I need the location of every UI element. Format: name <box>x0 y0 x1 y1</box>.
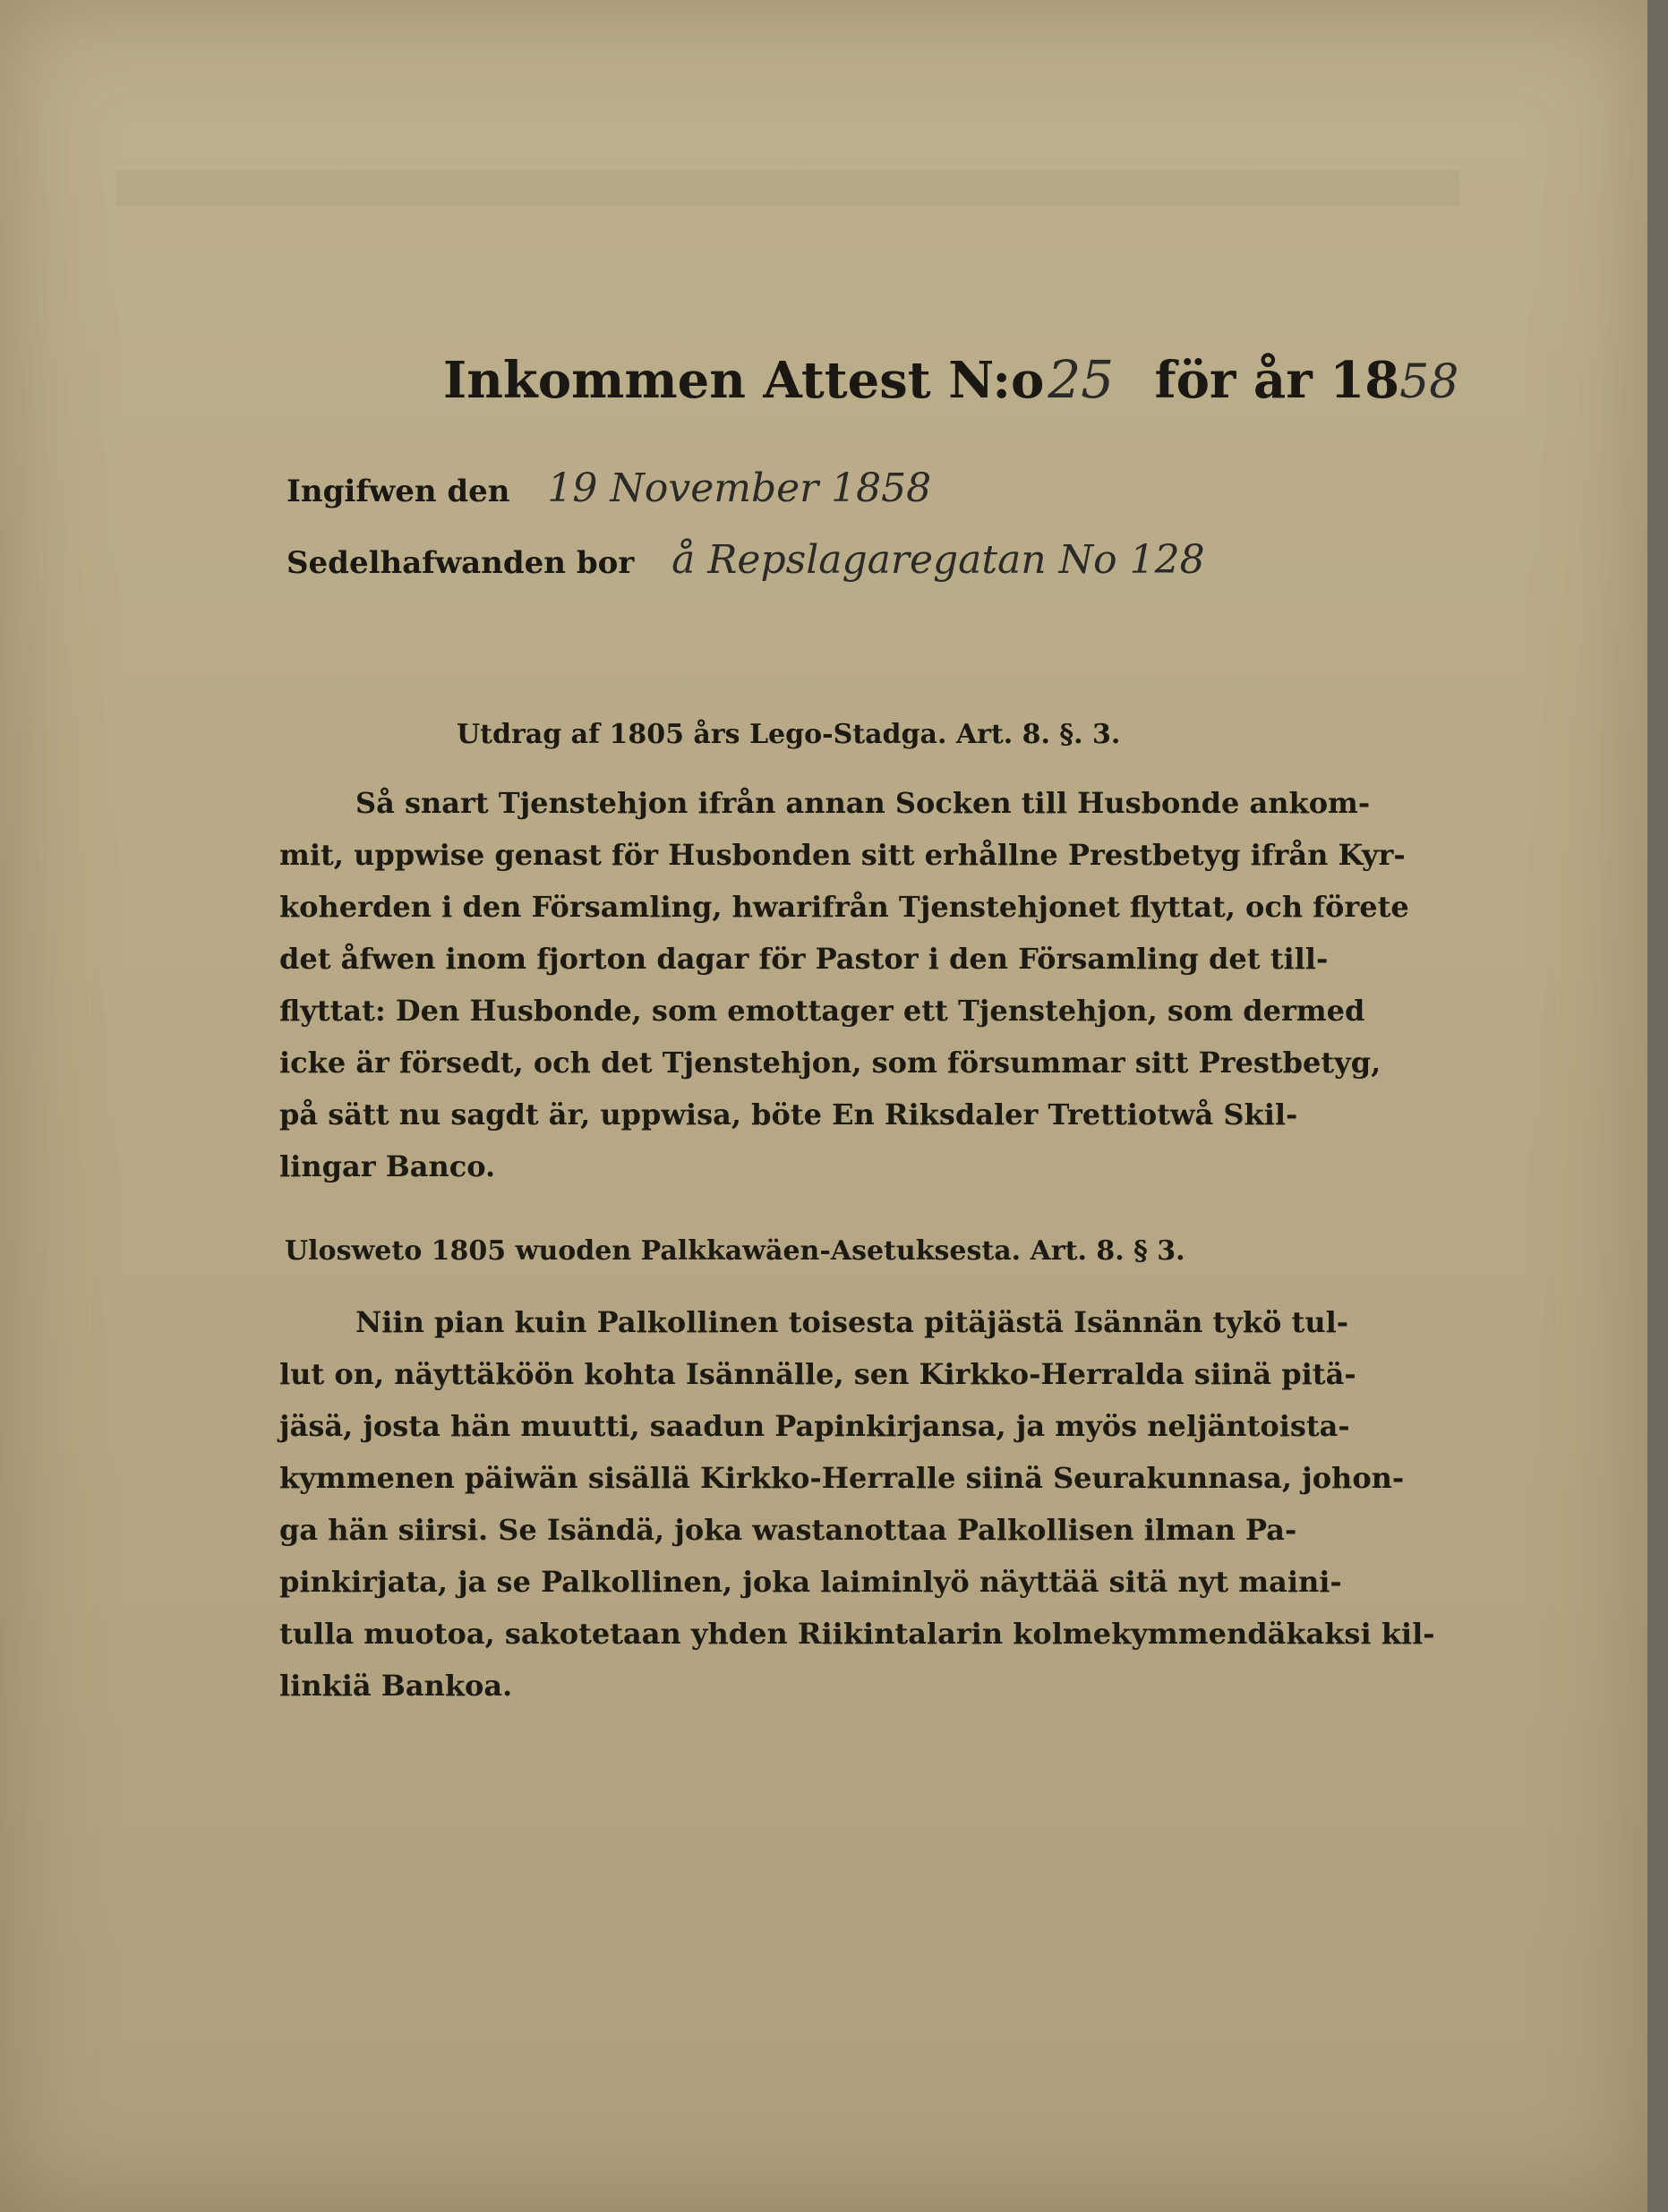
text-line: flyttat: Den Husbonde, som emottager ett Tjenstehjon, som dermed <box>279 994 1365 1028</box>
text-line: icke är försedt, och det Tjenstehjon, som försummar sitt Prestbetyg, <box>279 1046 1381 1080</box>
text-line: lingar Banco. <box>279 1149 496 1183</box>
title-label: Inkommen Attest N:o <box>443 351 1045 410</box>
finnish-section-text <box>279 1296 1435 1712</box>
text-line: tulla muotoa, sakotetaan yhden Riikintalarin kolmekymmendäkaksi kil- <box>279 1617 1435 1651</box>
text-line: mit, uppwise genast för Husbonden sitt erhållne Prestbetyg ifrån Kyr- <box>279 838 1406 872</box>
swedish-section-heading: Utdrag af 1805 års Lego-Stadga. Art. 8. §. 3. <box>457 719 1121 750</box>
ingiven-value: 19 November 1858 <box>547 465 932 511</box>
page-edge <box>1647 0 1668 2212</box>
text-line: pinkirjata, ja se Palkollinen, joka laiminlyö näyttää sitä nyt maini- <box>279 1565 1342 1599</box>
text-line: Så snart Tjenstehjon ifrån annan Socken till Husbonde ankom- <box>355 786 1371 820</box>
text-line: lut on, näyttäköön kohta Isännälle, sen Kirkko-Herralda siinä pitä- <box>279 1357 1356 1391</box>
finnish-section-heading: Ulosweto 1805 wuoden Palkkawäen-Asetuksesta. Art. 8. § 3. <box>285 1235 1185 1267</box>
ingiven-label: Ingifwen den <box>287 474 510 509</box>
text-line: koherden i den Församling, hwarifrån Tjenstehjonet flyttat, och förete <box>279 890 1409 924</box>
text-line: Niin pian kuin Palkollinen toisesta pitäjästä Isännän tykö tul- <box>355 1305 1349 1339</box>
certificate-number: 25 <box>1048 349 1115 410</box>
bor-label: Sedelhafwanden bor <box>287 545 635 581</box>
bor-row <box>287 537 1205 583</box>
text-line: jäsä, josta hän muutti, saadun Papinkirjansa, ja myös neljäntoista- <box>279 1409 1350 1443</box>
text-line: på sätt nu sagdt är, uppwisa, böte En Riksdaler Trettiotwå Skil- <box>279 1097 1298 1132</box>
text-line: kymmenen päiwän sisällä Kirkko-Herralle siinä Seurakunnasa, johon- <box>279 1461 1405 1495</box>
certificate-title <box>443 349 1458 410</box>
title-year-label: för år 18 <box>1154 351 1400 410</box>
title-year-suffix: 58 <box>1399 355 1459 409</box>
bleed-through-shadow <box>116 170 1459 206</box>
text-line: linkiä Bankoa. <box>279 1669 513 1703</box>
text-line: det åfwen inom fjorton dagar för Pastor i den Församling det till- <box>279 942 1329 976</box>
bor-value: å Repslagaregatan No 128 <box>671 537 1205 583</box>
text-line: ga hän siirsi. Se Isändä, joka wastanottaa Palkollisen ilman Pa- <box>279 1513 1297 1547</box>
ingiven-row <box>287 465 931 511</box>
swedish-section-text <box>279 777 1416 1192</box>
